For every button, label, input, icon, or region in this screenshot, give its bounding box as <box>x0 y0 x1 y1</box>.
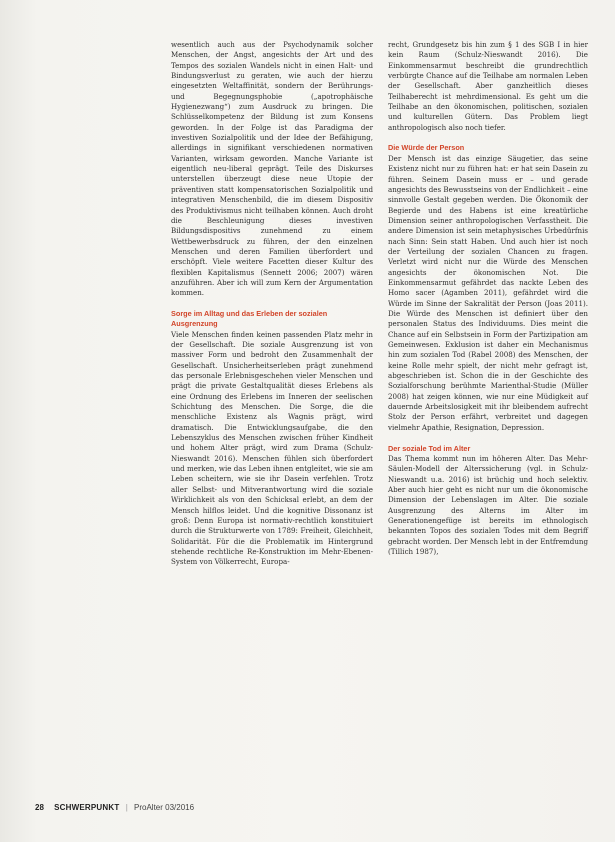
left-text-column <box>171 40 373 568</box>
section-heading: Die Würde der Person <box>388 143 465 153</box>
right-text-column <box>388 40 588 557</box>
page-footer <box>35 802 194 814</box>
journal-issue: ProAlter 03/2016 <box>134 803 195 812</box>
body-paragraph: recht, Grundgesetz bis hin zum § 1 des SGB I in hier kein Raum (Schulz-Nieswandt 2016). Die Einkommensarmut beschreibt die grundrechtlich verbürgte Chance auf die Teilhabe am normalen Leben der Gesellschaft. Aber ganzheitlich dieses Teilhaberecht ist mehrdimensional. Es geht um die Teilhabe an den ökonomischen, politischen, sozialen und kulturellen Gütern. Das Problem liegt anthropologisch also noch tiefer. <box>388 40 588 132</box>
body-paragraph: wesentlich auch aus der Psychodynamik solcher Menschen, der Angst, angesichts der Art und des Tempos des sozialen Wandels nicht in einen Halt- und Bindungsverlust zu geraten, wie auch der hierzu eingesetzten Weltaffinität, sondern der Berührungs- und Begegnungsphobie („apotrophäische Hygienezwang“) zum Ausdruck zu bringen. Die Schlüsselkompetenz der Bildung ist zum Konsens geworden. In der Folge ist das Paradigma der investiven Sozialpolitik und der Idee der Befähigung, allerdings in signifikant verschiedenen normativen Varianten, wirksam geworden. Manche Variante ist eigentlich neu-liberal geprägt. Teile des Diskurses unterstellen überzeugt diese neue Utopie der präventiven statt kompensatorischen Sozialpolitik und integrativen Menschenbild, die im diesem Dispositiv des Produktivismus nicht teilhaben können. Auch droht die Beschleunigung dieses investiven Bildungsdispositivs zunehmend zu einem Wettbewerbsdruck zu führen, der den einzelnen Menschen und deren Familien überfordert und erschöpft. Viele weitere Facetten dieser Kultur des flexiblen Kapitalismus (Sennett 2006; 2007) wären anzuführen. Aber ich will zum Kern der Argumentation kommen. <box>171 40 373 298</box>
section-label: SCHWERPUNKT <box>54 803 120 812</box>
footer-separator: | <box>125 803 128 812</box>
section-heading: Der soziale Tod im Alter <box>388 443 471 453</box>
section-heading: Sorge im Alltag und das Erleben der sozialen Ausgrenzung <box>171 308 328 329</box>
body-paragraph: Das Thema kommt nun im höheren Alter. Das Mehr-Säulen-Modell der Alterssicherung (vgl. in Schulz-Nieswandt u.a. 2016) ist brüchig und hoch selektiv. Aber auch hier geht es nicht nur um die ökonomische Dimension der Lebenslagen im Alter. Die soziale Ausgrenzung des Alterns im Alter im Generationengefüge ist bereits im ethnologisch bekannten Topos des sozialen Todes mit dem Begriff gebracht worden. Der Mensch lebt in der Entfremdung (Tillich 1987), <box>388 453 588 556</box>
body-paragraph: Der Mensch ist das einzige Säugetier, das seine Existenz nicht nur zu führen hat: er hat sein Dasein zu führen. Seinem Dasein muss er – und gerade angesichts des Bewusstseins von der Endlichkeit – eine sinnvolle Gestalt gegeben werden. Die Ökonomik der Begierde und des Habens ist eine kreatürliche Dimension seiner anthropologischen Verfasstheit. Die andere Dimension ist sein metaphysisches Urbedürfnis nach Sinn: Sein statt Haben. Und auch hier ist noch der Verteilung der sozialen Chancen zu fragen. Verletzt wird nicht nur die Würde des Menschen angesichts der ökonomischen Not. Die Einkommensarmut gefährdet das nackte Leben des Homo sacer (Agamben 2011), gefährdet wird die Würde im Sinne der Sakralität der Person (Joas 2011). Die Würde des Menschen ist definiert über den personalen Status des Individuums. Dies meint die Chance auf ein Selbstsein in Form der Partizipation am Gemeinwesen. Exklusion ist daher ein Mechanismus hin zum sozialen Tod (Rabel 2008) des Menschen, der keine Rolle mehr spielt, der nicht mehr gefragt ist, abgeschrieben ist. Schon die in der Geschichte des Sozialforschung berühmte Marienthal-Studie (Müller 2008) hat zeigen können, wie nur eine Müdigkeit auf dauernde Arbeitslosigkeit mit ihr bleibendem aufrecht Stolz der Person erfährt, verbreitet und dagegen vielmehr Apathie, Resignation, Depression. <box>388 153 588 432</box>
page-number: 28 <box>35 803 44 812</box>
body-paragraph: Viele Menschen finden keinen passenden Platz mehr in der Gesellschaft. Die soziale Ausgrenzung ist von massiver Form und bedroht den Zusammenhalt der Gesellschaft. Unsicherheitserleben prägt zunehmend das personale Erlebnisgeschehen vieler Menschen und prägt die private Gestaltqualität dieses Erlebens als eine Ordnung des Erlebens im Inneren der seelischen Schichtung des Menschen. Die Sorge, die die menschliche Existenz als Wagnis prägt, wird dramatisch. Die Entwicklungsaufgabe, die den Lebenszyklus des Menschen zwischen früher Kindheit und hohem Alter prägt, wird zum Drama (Schulz-Nieswandt 2016). Menschen fühlen sich überfordert und merken, wie das Leben ihnen entgleitet, wie sie am Leben scheitern, wie sie ihr Dasein verfehlen. Trotz aller Selbst- und Mitverantwortung wird die soziale Wirklichkeit als von den Schicksal erlebt, an dem der Mensch hilflos leidet. Und die kognitive Dissonanz ist groß: Denn Europa ist normativ-rechtlich konstituiert durch die Strukturwerte von 1789: Freiheit, Gleichheit, Solidarität. Für die die Problematik im Hintergrund stehende rechtliche Re-Konstruktion im Mehr-Ebenen-System von Völkerrecht, Europa- <box>171 329 373 567</box>
